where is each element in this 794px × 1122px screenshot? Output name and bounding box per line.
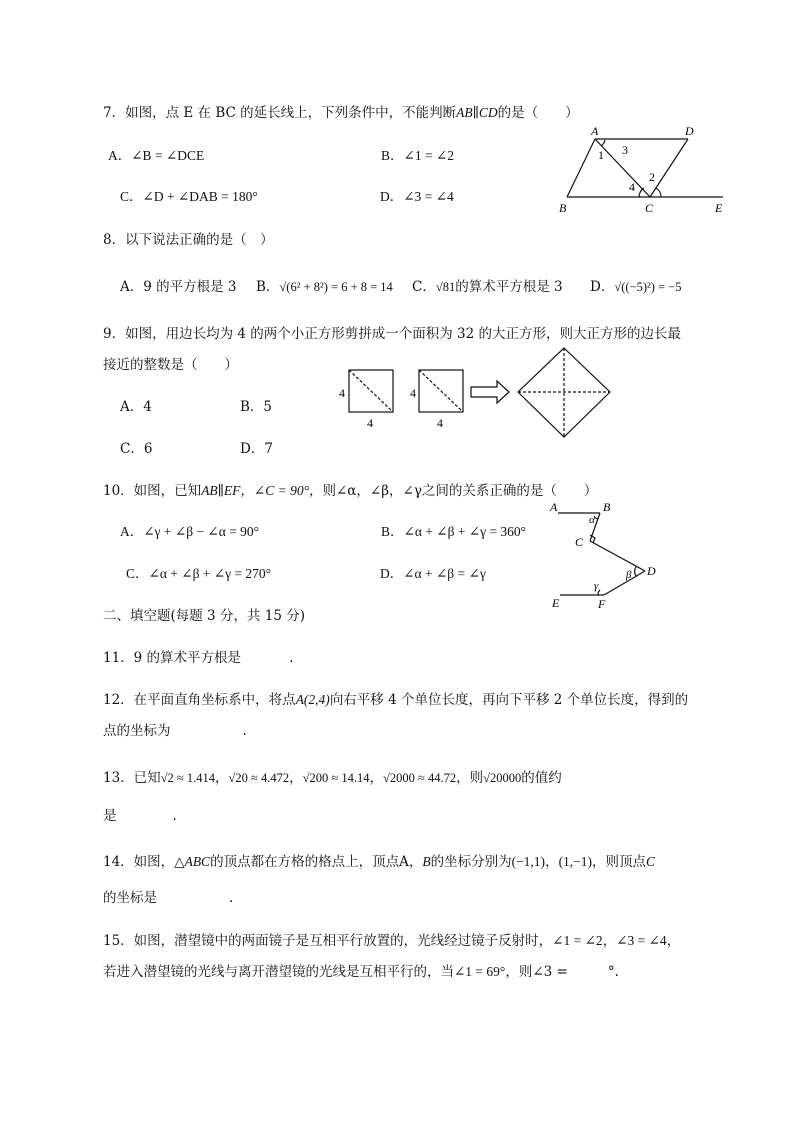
q7-option-b: B．∠1 = ∠2 xyxy=(381,148,454,163)
q7-label-d: D xyxy=(685,124,694,138)
q7-option-c: C．∠D + ∠DAB = 180° xyxy=(120,189,258,204)
q10-label-a: A xyxy=(550,500,558,514)
q8-stem: 8．以下说法正确的是（ ） xyxy=(103,232,274,248)
q7-label-a: A xyxy=(591,124,599,138)
q10-option-c: C．∠α + ∠β + ∠γ = 270° xyxy=(126,566,272,581)
q9-option-b: B．5 xyxy=(240,399,273,415)
q14-line1: 14．如图，△ABC的顶点都在方格的格点上，顶点A，B的坐标分别为(−1,1)，(1,−1)，则顶点C xyxy=(103,854,656,870)
q7-option-d: D．∠3 = ∠4 xyxy=(380,189,454,204)
q10-angle-gamma: γ xyxy=(594,580,599,592)
q9-square2-bottom: 4 xyxy=(437,416,443,430)
q7-angle-3: 3 xyxy=(622,143,628,157)
q15-line2: 若进入潜望镜的光线与离开潜望镜的光线是互相平行的，当∠1 = 69°，则∠3 = °. xyxy=(103,964,619,980)
q10-stem: 10．如图，已知AB∥EF，∠C = 90°，则∠α，∠β，∠γ之间的关系正确的是（ ） xyxy=(103,483,598,499)
section-fill-in-title: 二、填空题(每题 3 分，共 15 分) xyxy=(103,608,305,624)
q10-label-d: D xyxy=(647,564,656,578)
q10-parallel-lines-figure xyxy=(540,495,665,613)
q9-option-a: A．4 xyxy=(120,399,152,415)
q8-option-a: A．9 的平方根是 3 xyxy=(120,279,237,295)
q9-option-d: D．7 xyxy=(240,441,273,457)
q9-stem-line1: 9．如图，用边长均为 4 的两个小正方形剪拼成一个面积为 32 的大正方形，则大正方形的边长最 xyxy=(103,326,682,342)
q10-option-a: A．∠γ + ∠β − ∠α = 90° xyxy=(120,524,260,539)
q10-angle-beta: β xyxy=(626,569,632,581)
q10-label-f: F xyxy=(598,597,606,611)
q10-angle-alpha: α xyxy=(589,514,595,526)
q7-label-b: B xyxy=(559,201,567,215)
q9-stem-line2: 接近的整数是（ ） xyxy=(103,357,238,373)
q10-label-e: E xyxy=(552,596,560,610)
q7-parallelogram-figure xyxy=(555,120,735,220)
q7-angle-4: 4 xyxy=(629,180,635,194)
q7-angle-1: 1 xyxy=(598,148,604,162)
q9-square1-side: 4 xyxy=(339,386,345,400)
q7-angle-2: 2 xyxy=(649,170,655,184)
q12-line1: 12．在平面直角坐标系中，将点A(2,4)向右平移 4 个单位长度，再向下平移 2 个单位长度，得到的 xyxy=(103,692,689,708)
q9-squares-figure xyxy=(335,345,615,440)
q7-option-a: A．∠B = ∠DCE xyxy=(108,148,205,163)
q7-stem: 7．如图，点 E 在 BC 的延长线上，下列条件中，不能判断AB∥CD的是（ ） xyxy=(103,105,579,121)
q8-option-b: B．√(6² + 8²) = 6 + 8 = 14 xyxy=(256,279,393,295)
q10-label-c: C xyxy=(575,535,584,549)
q10-label-b: B xyxy=(603,500,611,514)
q9-square2-side: 4 xyxy=(410,386,416,400)
q9-option-c: C．6 xyxy=(120,441,153,457)
q10-option-b: B．∠α + ∠β + ∠γ = 360° xyxy=(381,524,527,539)
q13-line1: 13．已知√2 ≈ 1.414，√20 ≈ 4.472，√200 ≈ 14.14，√2000 ≈ 44.72，则√20000的值约 xyxy=(103,770,562,786)
q7-label-c: C xyxy=(645,201,654,215)
q10-option-d: D．∠α + ∠β = ∠γ xyxy=(380,566,486,581)
q11-text: 11．9 的算术平方根是 . xyxy=(103,650,294,666)
q9-square1-bottom: 4 xyxy=(367,416,373,430)
q8-option-c: C．√81的算术平方根是 3 xyxy=(412,279,563,295)
q13-line2: 是 . xyxy=(103,808,177,824)
q12-line2: 点的坐标为 . xyxy=(103,723,247,739)
q8-option-d: D．√((−5)²) = −5 xyxy=(590,279,682,295)
q15-line1: 15．如图，潜望镜中的两面镜子是互相平行放置的，光线经过镜子反射时，∠1 = ∠2，∠3 = ∠4， xyxy=(103,933,681,949)
q14-line2: 的坐标是 . xyxy=(103,890,234,906)
q7-label-e: E xyxy=(715,201,723,215)
